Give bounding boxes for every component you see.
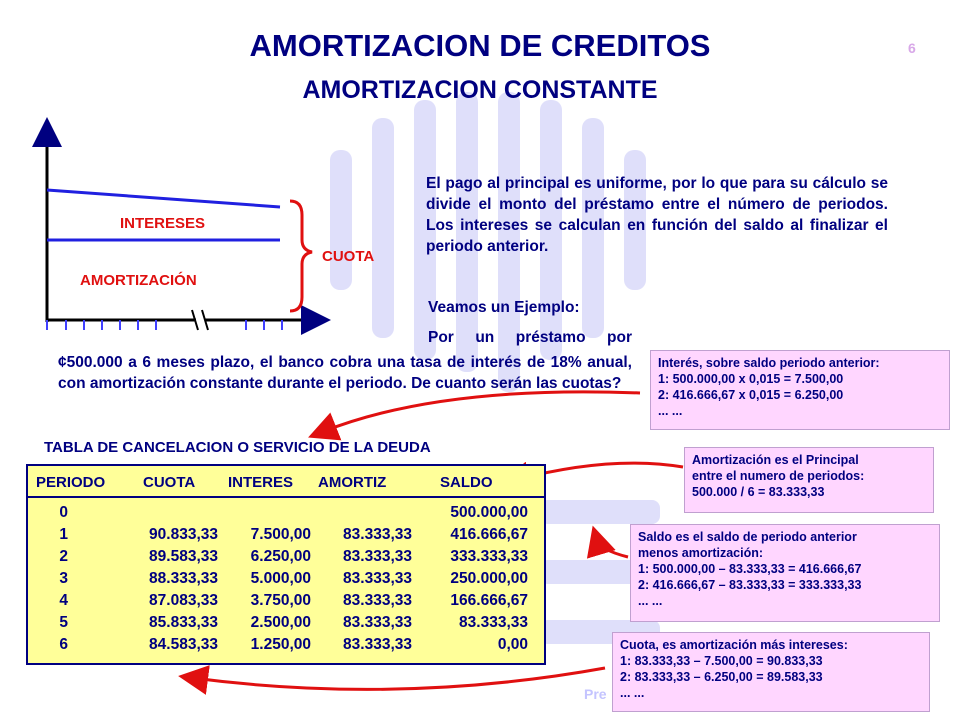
- arrow-quota: [193, 668, 605, 689]
- table-row: [28, 570, 544, 592]
- note-balance-line: ... ...: [638, 594, 663, 608]
- table-cell: 7.500,00: [250, 526, 311, 543]
- note-interest-line: 2: 416.666,67 x 0,015 = 6.250,00: [658, 388, 844, 402]
- table-title: TABLA DE CANCELACION O SERVICIO DE LA DEUDA: [44, 439, 431, 456]
- page-number: 6: [908, 40, 916, 56]
- table-cell: 90.833,33: [149, 526, 218, 543]
- table-cell: 87.083,33: [149, 592, 218, 609]
- table-cell: 83.333,33: [343, 636, 412, 653]
- note-balance-line: 2: 416.666,67 – 83.333,33 = 333.333,33: [638, 578, 862, 592]
- table-row: [28, 548, 544, 570]
- example-body: ¢500.000 a 6 meses plazo, el banco cobra una tasa de interés de 18% anual, con amortización constante durante el periodo. De cuanto serán las cuotas?: [58, 354, 632, 392]
- note-interest-line: ... ...: [658, 404, 683, 418]
- header-interes: INTERES: [228, 474, 294, 491]
- table-cell: 250.000,00: [450, 570, 528, 587]
- amortization-table: [26, 464, 546, 665]
- description-paragraph: El pago al principal es uniforme, por lo que para su cálculo se divide el monto del préstamo entre el número de periodos. Los intereses se calculan en función del saldo al finalizar el periodo anterior.: [426, 175, 888, 255]
- table-cell: 85.833,33: [149, 614, 218, 631]
- note-balance: [630, 524, 940, 622]
- note-quota-line: 1: 83.333,33 – 7.500,00 = 90.833,33: [620, 654, 823, 668]
- table-cell: 83.333,33: [459, 614, 528, 631]
- table-cell: 416.666,67: [450, 526, 528, 543]
- table-cell: 83.333,33: [343, 526, 412, 543]
- watermark-text: Pre: [584, 686, 607, 702]
- arrow-balance: [597, 540, 628, 557]
- table-cell: 2: [59, 548, 68, 565]
- note-amortization-line: 500.000 / 6 = 83.333,33: [692, 485, 825, 499]
- table-cell: 5: [59, 614, 68, 631]
- table-row: [28, 504, 544, 526]
- table-cell: 1: [59, 526, 68, 543]
- table-cell: 83.333,33: [343, 570, 412, 587]
- table-cell: 3: [59, 570, 68, 587]
- table-cell: 84.583,33: [149, 636, 218, 653]
- note-amortization: [684, 447, 934, 513]
- note-interest: [650, 350, 950, 430]
- table-row: [28, 614, 544, 636]
- note-balance-line: Saldo es el saldo de periodo anterior: [638, 530, 857, 544]
- label-interest: INTERESES: [120, 215, 206, 232]
- table-cell: 6: [59, 636, 68, 653]
- table-cell: 6.250,00: [250, 548, 311, 565]
- table-cell: 83.333,33: [343, 548, 412, 565]
- note-quota-line: Cuota, es amortización más intereses:: [620, 638, 848, 652]
- header-amortiz: AMORTIZ: [318, 474, 387, 491]
- x-axis: [47, 310, 316, 330]
- page-subtitle: AMORTIZACION CONSTANTE: [302, 76, 658, 104]
- note-amortization-line: entre el numero de periodos:: [692, 469, 865, 483]
- note-quota-line: ... ...: [620, 686, 645, 700]
- arrow-interest: [322, 392, 640, 432]
- table-cell: 89.583,33: [149, 548, 218, 565]
- table-cell: 1.250,00: [250, 636, 311, 653]
- note-balance-line: menos amortización:: [638, 546, 764, 560]
- table-cell: 88.333,33: [149, 570, 218, 587]
- table-row: [28, 526, 544, 548]
- table-cell: 5.000,00: [250, 570, 311, 587]
- table-cell: 4: [59, 592, 68, 609]
- example-heading: Veamos un Ejemplo:: [428, 299, 580, 316]
- table-cell: 333.333,33: [450, 548, 528, 565]
- table-cell: 0: [59, 504, 68, 521]
- quota-line: [47, 190, 280, 207]
- note-quota: [612, 632, 930, 712]
- table-cell: 3.750,00: [250, 592, 311, 609]
- table-header: [28, 466, 544, 498]
- note-interest-line: Interés, sobre saldo periodo anterior:: [658, 356, 880, 370]
- example-line1: Por un préstamo por: [428, 329, 632, 346]
- table-cell: 166.666,67: [450, 592, 528, 609]
- header-periodo: PERIODO: [36, 474, 106, 491]
- note-amortization-line: Amortización es el Principal: [692, 453, 859, 467]
- table-cell: 500.000,00: [450, 504, 528, 521]
- table-cell: 83.333,33: [343, 614, 412, 631]
- label-amortization: AMORTIZACIÓN: [80, 272, 197, 289]
- table-row: [28, 592, 544, 614]
- table-cell: 0,00: [497, 636, 528, 653]
- header-cuota: CUOTA: [143, 474, 196, 491]
- header-saldo: SALDO: [440, 474, 493, 491]
- quota-brace: [290, 201, 312, 311]
- note-balance-line: 1: 500.000,00 – 83.333,33 = 416.666,67: [638, 562, 862, 576]
- note-interest-line: 1: 500.000,00 x 0,015 = 7.500,00: [658, 372, 844, 386]
- table-cell: 2.500,00: [250, 614, 311, 631]
- table-cell: 83.333,33: [343, 592, 412, 609]
- label-quota: CUOTA: [322, 248, 375, 265]
- page-title: AMORTIZACION DE CREDITOS: [249, 28, 711, 63]
- note-quota-line: 2: 83.333,33 – 6.250,00 = 89.583,33: [620, 670, 823, 684]
- table-row: [28, 636, 544, 658]
